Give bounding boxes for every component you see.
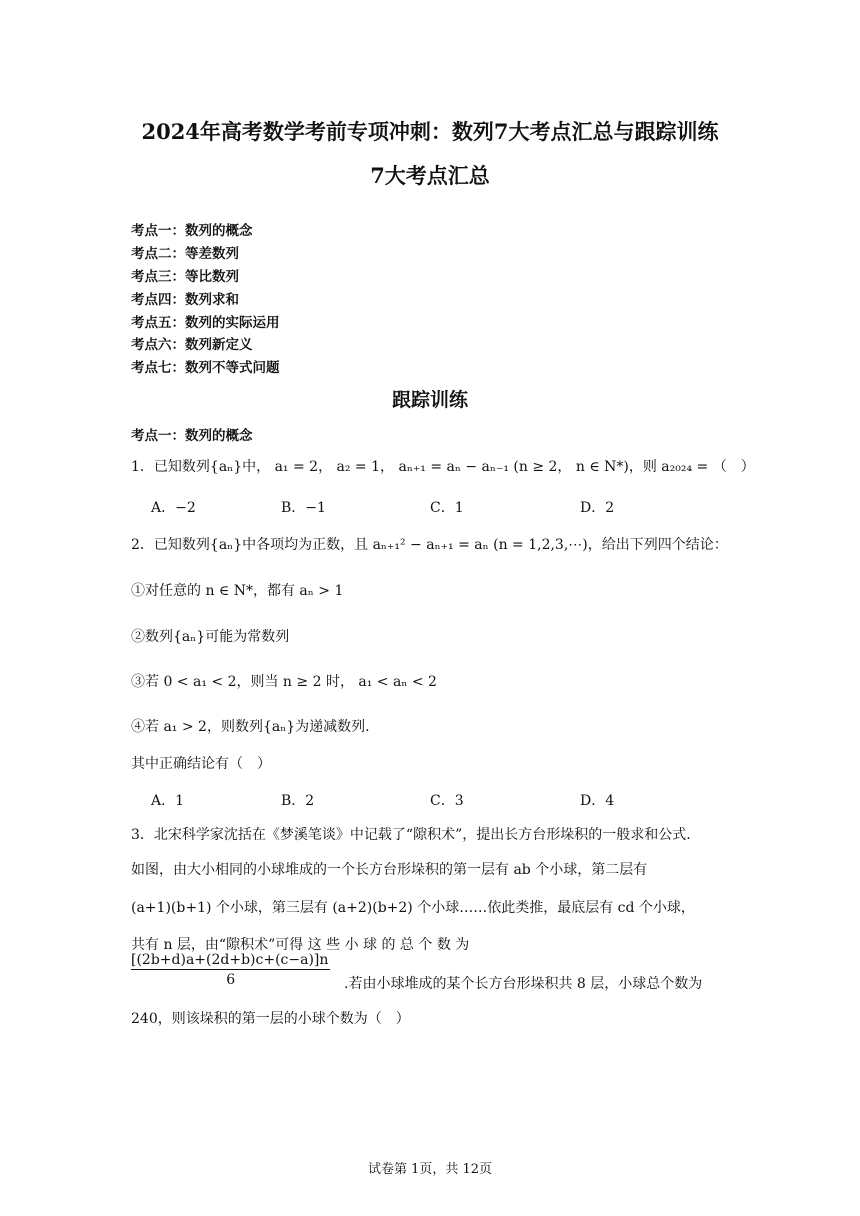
q3-line-3: (a+1)(b+1) 个小球，第三层有 (a+2)(b+2) 个小球……依此类推，最底层有 cd 个小球， (131, 900, 695, 916)
q2-ask: 其中正确结论有（ ） (131, 756, 271, 772)
outline-item: 考点一：数列的概念 (131, 223, 253, 239)
q1-option-a: A．−2 (151, 500, 196, 516)
question-1-stem: 1．已知数列{aₙ}中， a₁ = 2， a₂ = 1， aₙ₊₁ = aₙ − aₙ₋₁ (n ≥ 2， n ∈ N*)，则 a₂₀₂₄ = （ ） (131, 459, 755, 475)
section-heading: 考点一：数列的概念 (131, 428, 253, 444)
q3-formula-tail: .若由小球堆成的某个长方台形垛积共 8 层，小球总个数为 (344, 976, 703, 992)
q2-conclusion-3: ③若 0 < a₁ < 2，则当 n ≥ 2 时， a₁ < aₙ < 2 (131, 674, 437, 690)
q3-last-line: 240，则该垛积的第一层的小球个数为（ ） (131, 1011, 410, 1027)
document-title: 2024年高考数学考前专项冲刺：数列7大考点汇总与跟踪训练 (141, 119, 719, 144)
outline-item: 考点六：数列新定义 (131, 337, 253, 353)
q3-line-4: 共有 n 层，由“隙积术”可得 这 些 小 球 的 总 个 数 为 (131, 937, 470, 953)
outline-item: 考点三：等比数列 (131, 269, 239, 285)
q2-option-c: C．3 (430, 793, 464, 809)
outline-item: 考点四：数列求和 (131, 292, 239, 308)
q3-formula-numerator: [(2b+d)a+(2d+b)c+(c−a)]n (131, 952, 329, 968)
q3-line-1: 3．北宋科学家沈括在《梦溪笔谈》中记载了“隙积术”，提出长方台形垛积的一般求和公式. (131, 827, 691, 843)
q2-option-d: D．4 (580, 793, 615, 809)
q2-conclusion-4: ④若 a₁ > 2，则数列{aₙ}为递减数列. (131, 719, 370, 735)
q2-option-a: A．1 (151, 793, 185, 809)
q2-conclusion-2: ②数列{aₙ}可能为常数列 (131, 629, 290, 645)
question-2-stem: 2．已知数列{aₙ}中各项均为正数，且 aₙ₊₁² − aₙ₊₁ = aₙ (n = 1,2,3,⋯)，给出下列四个结论： (131, 537, 728, 553)
outline-item: 考点二：等差数列 (131, 246, 239, 262)
q2-option-b: B．2 (281, 793, 315, 809)
outline-item: 考点七：数列不等式问题 (131, 360, 280, 376)
q1-option-b: B．−1 (281, 500, 326, 516)
document-subtitle: 7大考点汇总 (370, 163, 490, 188)
q3-formula (131, 952, 330, 988)
q1-option-d: D．2 (580, 500, 615, 516)
page-footer: 试卷第 1页，共 12页 (367, 1162, 493, 1177)
section-title: 跟踪训练 (391, 389, 468, 411)
q1-option-c: C．1 (430, 500, 464, 516)
q2-conclusion-1: ①对任意的 n ∈ N*，都有 aₙ > 1 (131, 583, 344, 599)
outline-item: 考点五：数列的实际运用 (131, 315, 280, 331)
q3-line-2: 如图，由大小相同的小球堆成的一个长方台形垛积的第一层有 ab 个小球，第二层有 (131, 862, 648, 878)
q3-formula-denominator: 6 (226, 972, 236, 988)
